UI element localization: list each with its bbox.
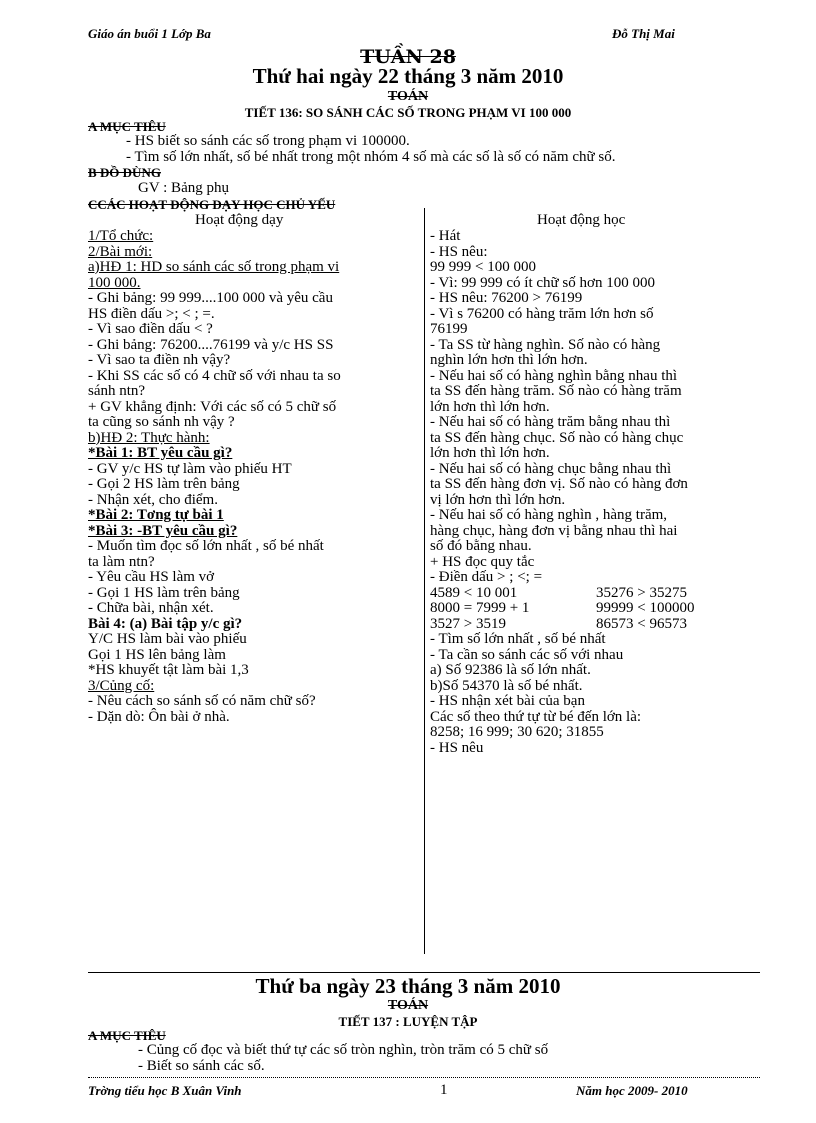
text-line: + HS đọc quy tắc xyxy=(430,553,535,570)
activities-label: CCÁC HOẠT ĐỘNG DẠY HỌC CHỦ YẾU xyxy=(88,197,336,212)
text-line: + GV khẳng định: Với các số có 5 chữ số xyxy=(88,398,337,415)
day1-lesson-title: TIẾT 136: SO SÁNH CÁC SỐ TRONG PHẠM VI 100 000 xyxy=(244,105,572,120)
text-line: - Nhận xét, cho điểm. xyxy=(88,491,218,508)
comparison: 86573 < 96573 xyxy=(596,615,687,632)
text-line: - HS nhận xét bài của bạn xyxy=(430,693,585,709)
text-line: - GV y/c HS tự làm vào phiếu HT xyxy=(88,460,292,477)
text-line: - Điền dấu > ; <; = xyxy=(430,569,543,585)
text-line: - Nếu hai số có hàng nghìn bằng nhau thì xyxy=(430,367,678,384)
comparison-row xyxy=(430,586,760,602)
text-line: Bài 4: (a) Bài tập y/c gì? xyxy=(88,615,243,632)
comparison: 4589 < 10 001 xyxy=(430,584,518,601)
comparison-row xyxy=(430,601,760,617)
text-line: *Bài 2: Tơng tự bài 1 xyxy=(88,507,224,523)
text-line: - Dặn dò: Ôn bài ở nhà. xyxy=(88,708,230,725)
comparison: 8000 = 7999 + 1 xyxy=(430,600,530,616)
column-divider xyxy=(424,208,425,954)
text-line: ta SS đến hàng đơn vị. Số nào có hàng đơn xyxy=(430,476,688,492)
text-line: *HS khuyết tật làm bài 1,3 xyxy=(88,662,249,678)
text-line: a) Số 92386 là số lớn nhất. xyxy=(430,662,591,678)
text-line: - Khi SS các số có 4 chữ số với nhau ta so xyxy=(88,367,341,384)
page-number: 1 xyxy=(440,1082,448,1098)
text-line: - Gọi 1 HS làm trên bảng xyxy=(88,584,240,601)
text-line: hàng chục, hàng đơn vị bằng nhau thì hai xyxy=(430,522,678,539)
text-line: sánh ntn? xyxy=(88,383,146,399)
text-line: 100 000. xyxy=(88,274,141,291)
text-line: - Tìm số lớn nhất , số bé nhất xyxy=(430,631,606,647)
header-right: Đỗ Thị Mai xyxy=(612,26,675,41)
text-line: HS điền dấu >; < ; =. xyxy=(88,305,215,322)
text-line: 8258; 16 999; 30 620; 31855 xyxy=(430,724,604,740)
week-title: TUẦN 28 xyxy=(360,46,456,68)
day2-subject: TOÁN xyxy=(387,998,429,1013)
text-line: lớn hơn thì lớn hơn. xyxy=(430,445,550,461)
objective-line: - Tìm số lớn nhất, số bé nhất trong một nhóm 4 số mà các số là số có năm chữ số. xyxy=(126,149,616,165)
text-line: b)HĐ 2: Thực hành: xyxy=(88,429,210,446)
footer-rule xyxy=(88,1077,760,1078)
text-line: - Vì sao điền dấu < ? xyxy=(88,321,213,337)
text-line: - Gọi 2 HS làm trên bảng xyxy=(88,476,240,492)
footer-school: Trờng tiểu học B Xuân Vinh xyxy=(88,1083,242,1098)
text-line: ta SS đến hàng trăm. Số nào có hàng trăm xyxy=(430,383,682,399)
tools-text: GV : Bảng phụ xyxy=(138,180,229,196)
text-line: Gọi 1 HS lên bảng làm xyxy=(88,646,226,663)
text-line: Y/C HS làm bài vào phiếu xyxy=(88,631,247,647)
text-line: *Bài 1: BT yêu cầu gì? xyxy=(88,445,233,461)
day1-date: Thứ hai ngày 22 tháng 3 năm 2010 xyxy=(252,64,564,88)
text-line: - Nếu hai số có hàng trăm bằng nhau thì xyxy=(430,414,671,430)
text-line: - Hát xyxy=(430,228,461,244)
text-line: - Yêu cầu HS làm vở xyxy=(88,569,215,585)
teaching-activities xyxy=(88,229,422,725)
learning-activities xyxy=(430,229,760,756)
text-line: - Ghi bảng: 99 999....100 000 và yêu cầu xyxy=(88,290,333,306)
text-line: - Chữa bài, nhận xét. xyxy=(88,600,214,616)
day2-date: Thứ ba ngày 23 tháng 3 năm 2010 xyxy=(255,974,561,998)
text-line: b)Số 54370 là số bé nhất. xyxy=(430,677,583,694)
teach-column-header: Hoạt động dạy xyxy=(195,212,284,228)
text-line: lớn hơn thì lớn hơn. xyxy=(430,398,550,415)
text-line: ta SS đến hàng chục. Số nào có hàng chục xyxy=(430,429,684,446)
section-divider xyxy=(88,972,760,973)
footer-year: Năm học 2009- 2010 xyxy=(576,1083,688,1098)
comparison: 3527 > 3519 xyxy=(430,615,506,632)
text-line: - Muốn tìm đọc số lớn nhất , số bé nhất xyxy=(88,538,324,554)
text-line: ta cũng so sánh nh vậy ? xyxy=(88,414,235,430)
tools-label: B ĐỒ DÙNG xyxy=(88,165,161,180)
text-line: - HS nêu: 76200 > 76199 xyxy=(430,290,583,306)
text-line: - Ta cần so sánh các số với nhau xyxy=(430,646,624,663)
day1-subject: TOÁN xyxy=(387,89,429,104)
text-line: - Vì sao ta điền nh vậy? xyxy=(88,352,231,368)
day2-objectives-label: A MỤC TIÊU xyxy=(88,1028,166,1043)
text-line: 2/Bài mới: xyxy=(88,243,153,260)
text-line: 76199 xyxy=(430,321,468,337)
day2-lesson-title: TIẾT 137 : LUYỆN TẬP xyxy=(338,1014,478,1029)
text-line: - Ghi bảng: 76200....76199 và y/c HS SS xyxy=(88,336,334,353)
text-line: - Vì: 99 999 có ít chữ số hơn 100 000 xyxy=(430,274,655,291)
objectives-label: A MỤC TIÊU xyxy=(88,119,166,134)
text-line: - HS nêu xyxy=(430,739,484,756)
text-line: vị lớn hơn thì lớn hơn. xyxy=(430,491,566,508)
text-line: số đó bằng nhau. xyxy=(430,538,532,554)
text-line: - Nêu cách so sánh số có năm chữ số? xyxy=(88,693,316,709)
comparison-row xyxy=(430,617,760,633)
text-line: a)HĐ 1: HD so sánh các số trong phạm vi xyxy=(88,259,340,275)
text-line: nghìn lớn hơn thì lớn hơn. xyxy=(430,352,588,368)
text-line: - Nếu hai số có hàng nghìn , hàng trăm, xyxy=(430,507,668,523)
comparison: 99999 < 100000 xyxy=(596,600,695,616)
comparison: 35276 > 35275 xyxy=(596,584,687,601)
objective-line: - HS biết so sánh các số trong phạm vi 100000. xyxy=(126,133,410,149)
day2-objective-line: - Củng cố đọc và biết thứ tự các số tròn nghìn, tròn trăm có 5 chữ số xyxy=(138,1042,549,1058)
text-line: - HS nêu: xyxy=(430,243,488,260)
text-line: *Bài 3: -BT yêu cầu gì? xyxy=(88,522,238,539)
text-line: - Nếu hai số có hàng chục bằng nhau thì xyxy=(430,460,672,477)
learn-column-header: Hoạt động học xyxy=(537,212,626,228)
text-line: 3/Củng cố: xyxy=(88,677,155,694)
text-line: 1/Tổ chức: xyxy=(88,228,154,244)
text-line: - Vì s 76200 có hàng trăm lớn hơn số xyxy=(430,305,654,322)
text-line: - Ta SS từ hàng nghìn. Số nào có hàng xyxy=(430,336,661,353)
header-left: Giáo án buổi 1 Lớp Ba xyxy=(88,26,211,41)
text-line: Các số theo thứ tự từ bé đến lớn là: xyxy=(430,708,642,725)
text-line: ta làm ntn? xyxy=(88,553,155,570)
day2-objective-line: - Biết so sánh các số. xyxy=(138,1058,265,1074)
text-line: 99 999 < 100 000 xyxy=(430,259,536,275)
